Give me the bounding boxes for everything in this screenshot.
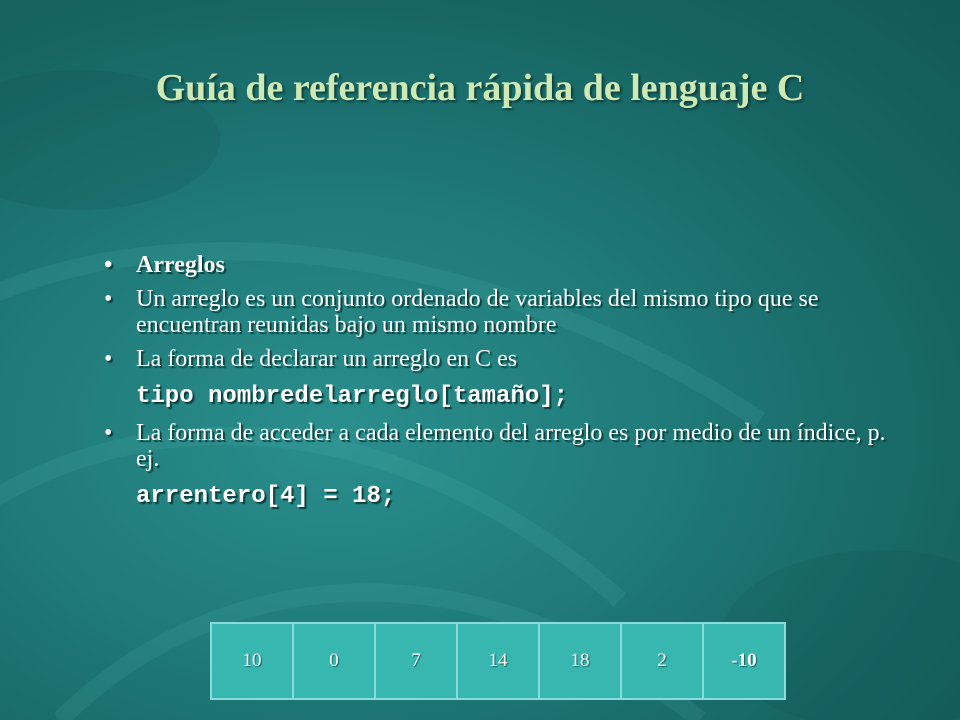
array-table: [210, 622, 786, 700]
bullet-declaration: • La forma de declarar un arreglo en C es: [102, 346, 892, 372]
array-cell: 2: [621, 623, 703, 699]
array-cell: 18: [539, 623, 621, 699]
bullet-definition: • Un arreglo es un conjunto ordenado de variables del mismo tipo que se encuentran reunidas bajo un mismo nombre: [102, 286, 892, 338]
array-cell: 7: [375, 623, 457, 699]
bullet-list: [102, 252, 892, 520]
code-declaration: tipo nombredelarreglo[tamaño];: [136, 383, 569, 410]
code-access-example: arrentero[4] = 18;: [136, 483, 396, 510]
bullet-arreglos: • Arreglos: [102, 252, 892, 278]
array-cell: 0: [293, 623, 375, 699]
bullet-access: • La forma de acceder a cada elemento del arreglo es por medio de un índice, p. ej.: [102, 420, 892, 472]
array-cell: -10: [703, 623, 785, 699]
array-row: [211, 623, 785, 699]
array-cell: 14: [457, 623, 539, 699]
slide-title: Guía de referencia rápida de lenguaje C: [155, 67, 805, 109]
array-cell: 10: [211, 623, 293, 699]
